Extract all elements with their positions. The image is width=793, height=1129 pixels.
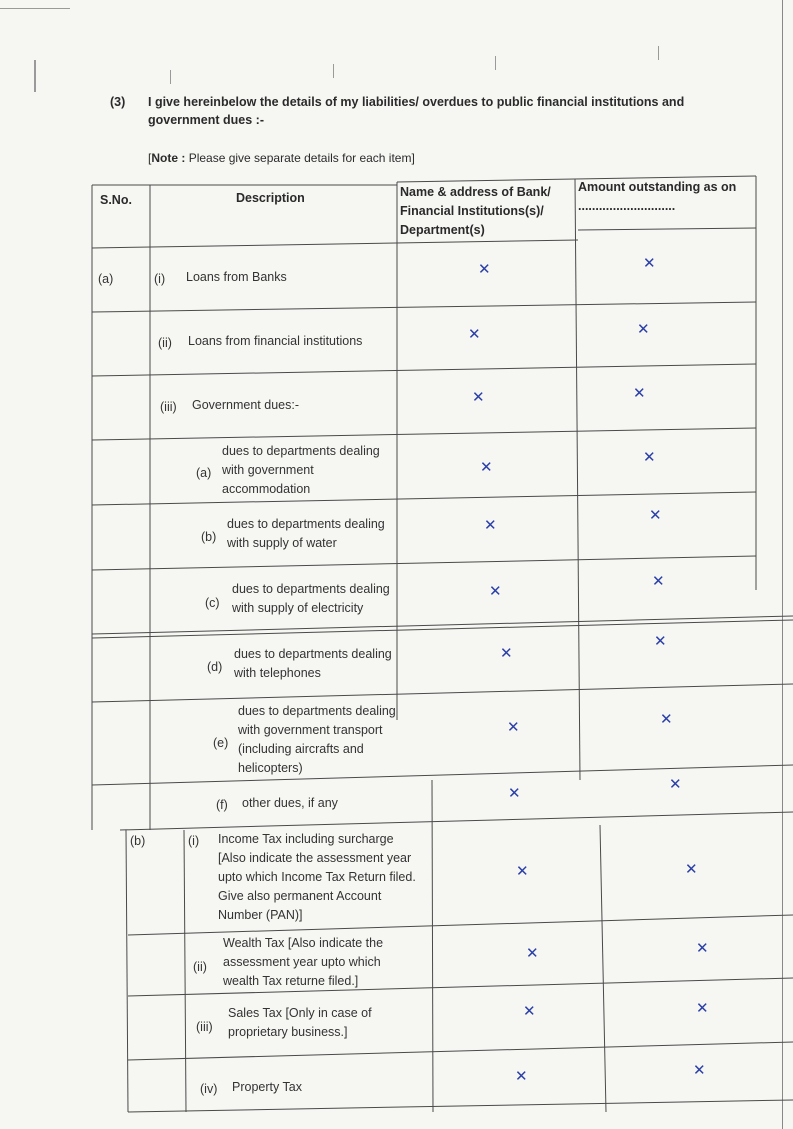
amount-cell-cross-mark: ✕ [660,710,673,728]
row-description: Income Tax including surcharge [Also indicate the assessment year upto which Income Tax Return filed. Give also permanent Account Number (PAN)] [218,832,416,922]
row-sub-label: (a) [196,466,212,480]
name-cell-cross-mark: ✕ [489,582,502,600]
section-heading-text: I give hereinbelow the details of my liabilities/ overdues to public financial institutions and government dues :- [148,95,685,127]
row-sub-label: (i) [188,834,200,848]
row-description: dues to departments dealing with government transport (including aircrafts and helicopters) [238,704,396,775]
row-sno: (a) [98,272,114,286]
name-cell-cross-mark: ✕ [468,325,481,343]
amount-cell-cross-mark: ✕ [643,254,656,272]
row-sno: (b) [130,834,146,848]
name-cell-cross-mark: ✕ [480,458,493,476]
name-cell-cross-mark: ✕ [516,862,529,880]
note-text: Please give separate details for each item [188,151,412,165]
name-cell-cross-mark: ✕ [515,1067,528,1085]
row-description: Loans from Banks [186,270,287,284]
header-amount: Amount outstanding as on ............................ [578,180,737,213]
row-description: dues to departments dealing with supply of electricity [232,582,390,615]
row-description: Government dues:- [192,398,299,412]
amount-cell-cross-mark: ✕ [685,860,698,878]
section-number: (3) [110,95,126,109]
row-sub-label: (ii) [158,336,172,350]
row-description: dues to departments dealing with telephones [234,647,392,680]
amount-cell-cross-mark: ✕ [649,506,662,524]
row-sub-label: (f) [216,798,228,812]
note: [Note : Please give separate details for each item] [148,151,415,165]
amount-cell-cross-mark: ✕ [696,999,709,1017]
row-sub-label: (iii) [196,1020,213,1034]
amount-cell-cross-mark: ✕ [654,632,667,650]
header-name-address: Name & address of Bank/ Financial Institutions(s)/ Department(s) [400,185,551,237]
row-sub-label: (i) [154,272,166,286]
row-description: Wealth Tax [Also indicate the assessment year upto which wealth Tax returne filed.] [223,936,384,988]
name-cell-cross-mark: ✕ [523,1002,536,1020]
amount-cell-cross-mark: ✕ [696,939,709,957]
row-description: dues to departments dealing with government accommodation [222,444,380,496]
amount-cell-cross-mark: ✕ [643,448,656,466]
row-description: Sales Tax [Only in case of proprietary business.] [228,1006,372,1039]
amount-cell-cross-mark: ✕ [693,1061,706,1079]
name-cell-cross-mark: ✕ [508,784,521,802]
row-description: dues to departments dealing with supply of water [227,517,385,550]
name-cell-cross-mark: ✕ [472,388,485,406]
row-sub-label: (e) [213,736,229,750]
name-cell-cross-mark: ✕ [484,516,497,534]
row-sub-label: (iii) [160,400,177,414]
amount-cell-cross-mark: ✕ [633,384,646,402]
name-cell-cross-mark: ✕ [478,260,491,278]
row-description: Loans from financial institutions [188,334,363,348]
row-description: Property Tax [232,1080,302,1094]
amount-cell-cross-mark: ✕ [652,572,665,590]
amount-cell-cross-mark: ✕ [669,775,682,793]
row-sub-label: (iv) [200,1082,218,1096]
row-sub-label: (d) [207,660,223,674]
row-sub-label: (ii) [193,960,207,974]
row-description: other dues, if any [242,796,338,810]
row-sub-label: (c) [205,596,220,610]
note-label: Note : [151,151,186,165]
name-cell-cross-mark: ✕ [507,718,520,736]
header-description: Description [236,191,305,205]
name-cell-cross-mark: ✕ [500,644,513,662]
header-sno: S.No. [100,193,132,207]
row-sub-label: (b) [201,530,217,544]
amount-cell-cross-mark: ✕ [637,320,650,338]
name-cell-cross-mark: ✕ [526,944,539,962]
